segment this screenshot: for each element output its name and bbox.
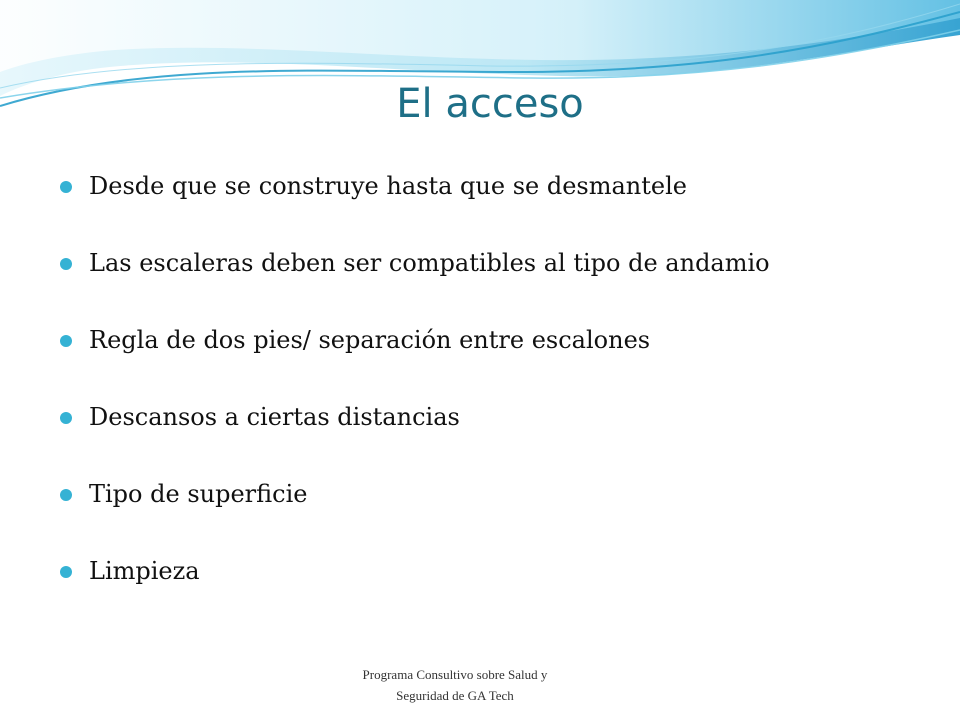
circle-bullet-icon xyxy=(60,335,72,347)
slide-title: El acceso xyxy=(396,81,584,127)
bullet-item xyxy=(60,473,940,550)
bullet-text: Limpieza xyxy=(89,557,200,585)
bullet-item xyxy=(60,550,940,627)
circle-bullet-icon xyxy=(60,181,72,193)
slide-footer xyxy=(330,664,580,706)
bullet-item xyxy=(60,242,940,319)
footer-line-1: Programa Consultivo sobre Salud y xyxy=(362,667,548,682)
circle-bullet-icon xyxy=(60,489,72,501)
bullet-list xyxy=(60,165,940,627)
bullet-text: Descansos a ciertas distancias xyxy=(89,403,460,431)
bullet-text: Tipo de superficie xyxy=(89,480,308,508)
bullet-text: Regla de dos pies/ separación entre escalones xyxy=(89,326,651,354)
bullet-text: Desde que se construye hasta que se desmantele xyxy=(89,172,687,200)
bullet-text: Las escaleras deben ser compatibles al tipo de andamio xyxy=(89,249,770,277)
footer-line-2: Seguridad de GA Tech xyxy=(396,688,514,703)
circle-bullet-icon xyxy=(60,258,72,270)
bullet-item xyxy=(60,396,940,473)
bullet-item xyxy=(60,319,940,396)
bullet-item xyxy=(60,165,940,242)
circle-bullet-icon xyxy=(60,566,72,578)
circle-bullet-icon xyxy=(60,412,72,424)
